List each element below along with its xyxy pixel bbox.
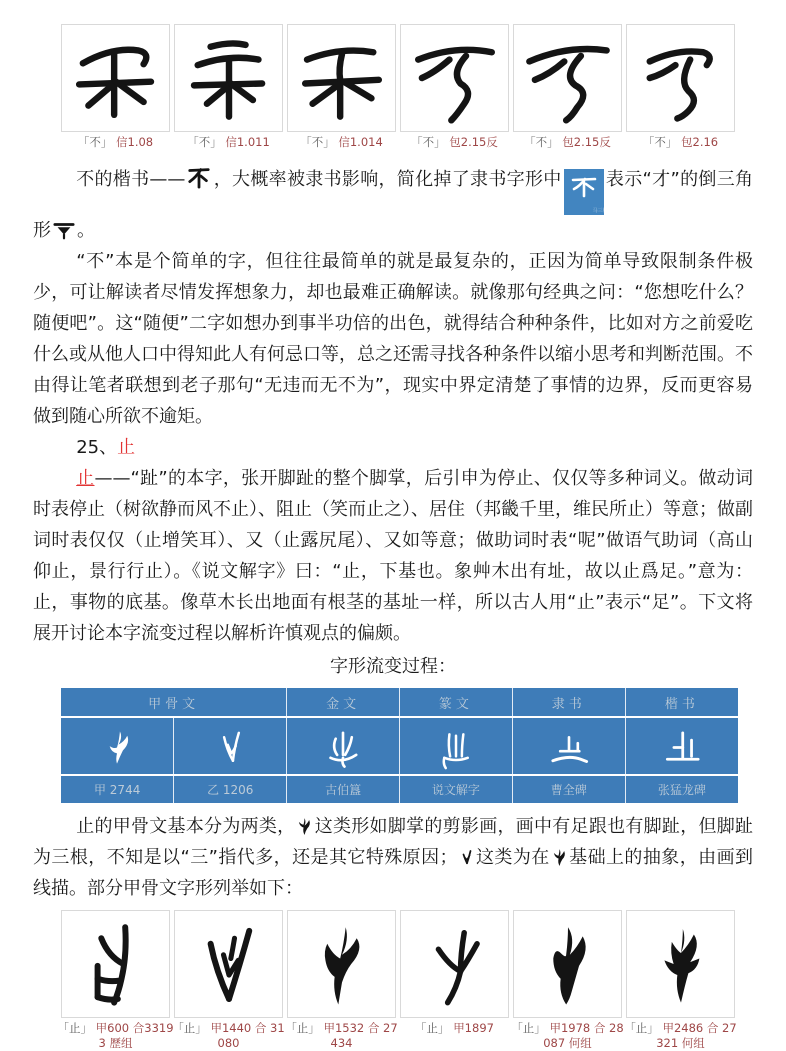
- para4-text-2: 这类形如脚掌的剪影画，画中有足跟也有脚趾，但脚趾为三根，不知是以“三”指代多，还是其它特殊原因；: [33, 816, 754, 868]
- article-body: [33, 164, 753, 682]
- caption-code: 包2.15反: [449, 135, 498, 149]
- glyph-cell: [625, 717, 738, 775]
- section-number: 25、: [76, 437, 118, 458]
- glyph-image-box: [400, 24, 509, 132]
- caption-bracket: 「不」: [77, 135, 113, 149]
- gallery-item: [174, 24, 283, 150]
- gallery-item: [57, 910, 174, 1051]
- caption-bracket: 「止」: [172, 1021, 207, 1035]
- caption-bracket: 「不」: [642, 135, 678, 149]
- bu-clerical-form-1-icon: [70, 32, 162, 124]
- zhi-oracle-silhouette-icon: [95, 727, 139, 771]
- glyph-caption: [509, 135, 627, 150]
- caption-bracket: 「止」: [511, 1021, 546, 1035]
- paragraph-kaishu-bu: [33, 164, 753, 246]
- glyph-evolution-table: [61, 688, 738, 803]
- glyph-cell: [61, 717, 174, 775]
- para4-text-4: 基础上的抽象，由画到线描。部分甲骨文字形列举如下：: [33, 847, 754, 899]
- glyph-image-box: [287, 910, 396, 1018]
- glyph-caption: [283, 1021, 401, 1051]
- paragraph-zhi-definition: [33, 463, 753, 649]
- gallery-item: [513, 910, 622, 1051]
- zhi-line-claw-icon: [460, 849, 474, 867]
- zhi-bronze-icon: [321, 727, 365, 771]
- table-glyph-row: [61, 717, 738, 775]
- caption-code: 甲1978 合 28087 何组: [543, 1021, 624, 1050]
- bu-kaishu-icon: [187, 165, 211, 189]
- glyph-cell: [399, 717, 512, 775]
- glyph-caption: [57, 1021, 175, 1051]
- section-char: 止: [117, 437, 136, 458]
- bu-seal-form-2-icon: [522, 32, 614, 124]
- zhi-link[interactable]: 止: [76, 468, 95, 489]
- table-title: 字形流变过程：: [330, 656, 456, 677]
- zhi-oracle-6-icon: [635, 918, 727, 1010]
- zhi-oracle-line-icon: [208, 727, 252, 771]
- zhi-oracle-2-icon: [183, 918, 275, 1010]
- glyph-image-box: [513, 24, 622, 132]
- glyph-cell: [174, 717, 287, 775]
- bu-clerical-form-2-icon: [183, 32, 275, 124]
- header-bronze: 金文: [287, 688, 400, 717]
- glyph-image-box: [61, 910, 170, 1018]
- caption-code: 信1.014: [338, 135, 383, 149]
- caption-gubogui: 古伯簋: [287, 775, 400, 803]
- glyph-caption: [622, 1021, 740, 1051]
- para1-text-2: ，大概率被隶书影响，简化掉了隶书字形中: [213, 169, 562, 190]
- caption-code: 包2.15反: [562, 135, 611, 149]
- para1-text-1: 不的楷书——: [76, 169, 186, 190]
- caption-code: 甲1532 合 27434: [323, 1021, 398, 1050]
- caption-code: 信1.08: [116, 135, 154, 149]
- section-heading-25: [33, 432, 753, 463]
- caption-bracket: 「不」: [300, 135, 335, 149]
- article-body-2: [33, 811, 753, 904]
- glyph-caption: [622, 135, 740, 150]
- glyph-caption: [283, 135, 401, 150]
- paragraph-bu-discussion: “不”本是个简单的字，但往往最简单的就是最复杂的，正因为简单导致限制条件极少，可让解读者尽情发挥想象力，却也最难正确解读。就像那句经典之问：“您想吃什么？随便吧”。这“随便”二字如想办到事半功倍的出色，就得结合种种条件，比如对方之前爱吃什么或从他人口中得知此人有何忌口等，总之还需寻找各种条件以缩小思考和判断范围。不由得让笔者联想到老子那句“无违而无不为”，现实中界定清楚了事情的边界，反而更容易做到随心所欲不逾矩。: [33, 251, 753, 427]
- glyph-caption: [396, 135, 514, 150]
- glyph-image-box: [400, 910, 509, 1018]
- glyph-caption: [509, 1021, 627, 1051]
- gallery-item: [287, 910, 396, 1051]
- caption-code: 信1.011: [225, 135, 270, 149]
- zhi-forms-gallery: [57, 910, 786, 1051]
- glyph-image-box: [626, 910, 735, 1018]
- caption-code: 甲600 合33193 歷组: [95, 1021, 174, 1050]
- bu-seal-form-3-icon: [635, 32, 727, 124]
- zhi-solid-foot-icon: [552, 848, 567, 867]
- caption-bracket: 「止」: [415, 1021, 450, 1035]
- zhi-oracle-4-icon: [409, 918, 501, 1010]
- glyph-caption: [170, 135, 288, 150]
- zhi-oracle-5-icon: [522, 918, 614, 1010]
- caption-code: 包2.16: [681, 135, 719, 149]
- header-clerical: 隶书: [512, 688, 625, 717]
- caption-bracket: 「不」: [524, 135, 559, 149]
- caption-yi-1206: 乙 1206: [174, 775, 287, 803]
- caption-zhangmenglongbei: 张猛龙碑: [657, 783, 706, 797]
- glyph-cell: [287, 717, 400, 775]
- header-oracle: 甲骨文: [61, 688, 287, 717]
- caption-jia-2744: 甲 2744: [61, 775, 174, 803]
- inverted-triangle-icon: [53, 220, 75, 240]
- bu-seal-form-1-icon: [409, 32, 501, 124]
- caption-code: 甲1440 合 31080: [210, 1021, 285, 1050]
- glyph-image-box: [513, 910, 622, 1018]
- para4-text-3: 这类为在: [475, 847, 550, 868]
- glyph-image-box: [174, 910, 283, 1018]
- zhi-regular-icon: [660, 727, 704, 771]
- gallery-item: [626, 24, 735, 150]
- para1-text-4: 。: [77, 220, 95, 241]
- paragraph-zhi-oracle-types: [33, 811, 753, 904]
- caption-shuowen: 说文解字: [399, 775, 512, 803]
- para4-text-1: 止的甲骨文基本分为两类，: [76, 816, 296, 837]
- glyph-cell: [512, 717, 625, 775]
- gallery-item: [626, 910, 735, 1051]
- bu-lishu-card-image: [564, 169, 618, 215]
- glyph-caption: [57, 135, 175, 150]
- bu-clerical-form-3-icon: [296, 32, 388, 124]
- glyph-image-box: [626, 24, 735, 132]
- glyph-image-box: [61, 24, 170, 132]
- header-regular: 楷书: [625, 688, 738, 717]
- caption-bracket: 「不」: [187, 135, 222, 149]
- gallery-item: [61, 24, 170, 150]
- caption-bracket: 「止」: [624, 1021, 659, 1035]
- gallery-item: [513, 24, 622, 150]
- zhi-solid-foot-icon: [297, 817, 312, 836]
- caption-bracket: 「不」: [411, 135, 446, 149]
- gallery-item: [287, 24, 396, 150]
- para1-text-3: 表示“才”的倒三角形: [33, 169, 753, 241]
- gallery-item: [400, 910, 509, 1051]
- bu-lishu-icon: [571, 173, 597, 199]
- caption-bracket: 「止」: [57, 1021, 92, 1035]
- table-caption-row: [61, 775, 738, 803]
- caption-caoquanbei: 曹全碑: [512, 775, 625, 803]
- zhi-clerical-icon: [547, 727, 591, 771]
- gallery-item: [174, 910, 283, 1051]
- gallery-item: [400, 24, 509, 150]
- glyph-image-box: [287, 24, 396, 132]
- caption-code: 甲2486 合 27321 何组: [656, 1021, 737, 1050]
- bu-forms-gallery: [61, 24, 786, 150]
- glyph-caption: [170, 1021, 288, 1051]
- zhi-seal-icon: [434, 727, 478, 771]
- zhi-oracle-1-icon: [70, 918, 162, 1010]
- caption-bracket: 「止」: [285, 1021, 320, 1035]
- header-seal: 篆文: [399, 688, 512, 717]
- card-watermark: 马三枝隶书: [592, 208, 618, 214]
- glyph-image-box: [174, 24, 283, 132]
- glyph-caption: [396, 1021, 514, 1036]
- caption-code: 甲1897: [453, 1021, 494, 1035]
- zhi-oracle-3-icon: [296, 918, 388, 1010]
- para3-text: ——“趾”的本字，张开脚趾的整个脚掌，后引申为停止、仅仅等多种词义。做动词时表停止（树欲静而风不止）、阻止（笑而止之）、居住（邦畿千里，维民所止）等意；做副词时表仅仅（止增笑耳）、又（止露尻尾）、又如等意；做助词时表“呢”做语气助词（高山仰止，景行行止）。《说文解字》曰：“止，下基也。象艸木出有址，故以止爲足。”意为：止，事物的底基。像草木长出地面有根茎的基址一样，所以古人用“止”表示“足”。下文将展开讨论本字流变过程以解析许慎观点的偏颇。: [33, 468, 753, 644]
- table-header-row: [61, 688, 738, 717]
